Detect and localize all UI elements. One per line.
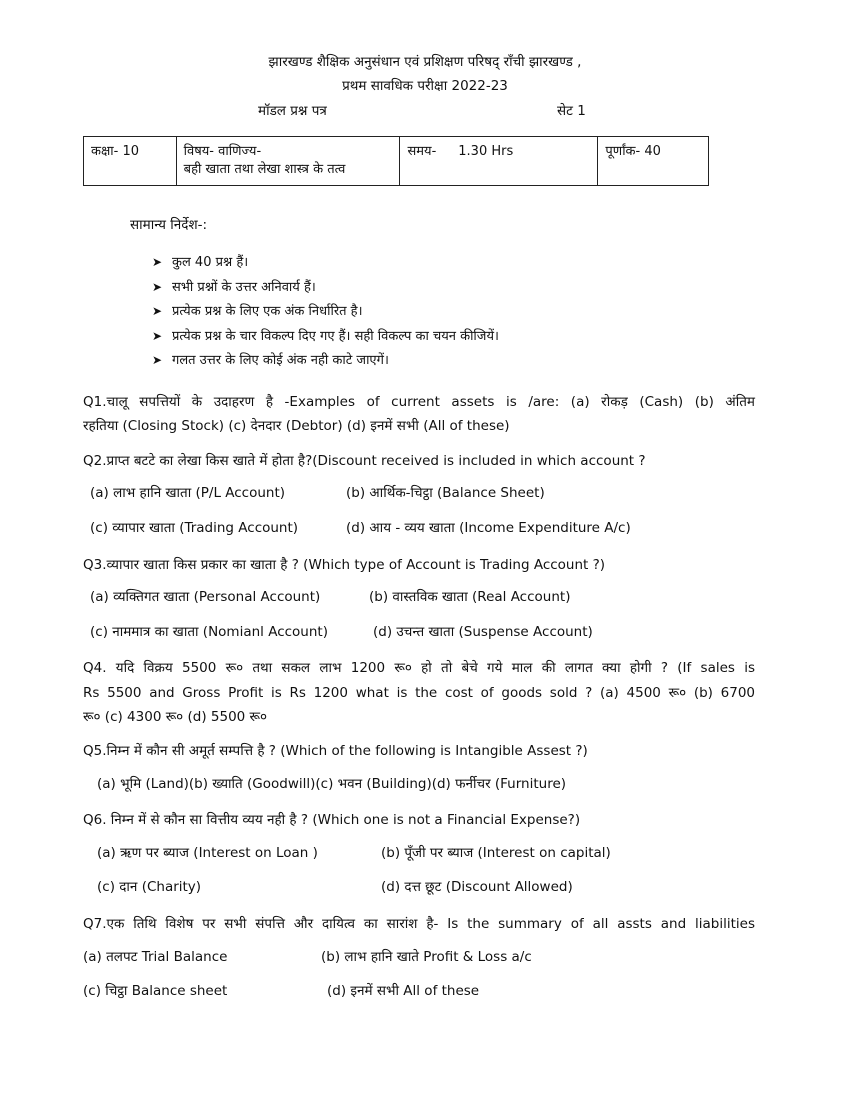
subject-name: बही खाता तथा लेखा शास्त्र के तत्व [183,162,346,177]
class-cell [84,137,177,186]
q3-option-b: (b) वास्तविक खाता (Real Account) [369,589,571,605]
header-board-name: झारखण्ड शैक्षिक अनुसंधान एवं प्रशिक्षण परिषद् राँची झारखण्ड , [268,54,582,70]
q7-option-a: (a) तलपट Trial Balance [83,949,228,965]
q6-option-d: (d) दत्त छूट (Discount Allowed) [381,879,573,895]
q7-option-b: (b) लाभ हानि खाते Profit & Loss a/c [321,949,532,965]
q3-option-a: (a) व्यक्तिगत खाता (Personal Account) [90,589,321,605]
q7-option-d: (d) इनमें सभी All of these [327,983,480,999]
time-label: समय- [407,144,437,159]
q7-option-c: (c) चिट्ठा Balance sheet [83,983,228,999]
time-value: 1.30 Hrs [458,144,514,159]
question-1-line-2: रहतिया (Closing Stock) (c) देनदार (Debtor) (d) इनमें सभी (All of these) [83,418,510,434]
arrow-bullet-icon: ➤ [152,255,163,269]
header-exam-name: प्रथम सावधिक परीक्षा 2022-23 [342,78,508,94]
subject-label: विषय- वाणिज्य- [183,144,262,159]
arrow-bullet-icon: ➤ [152,328,163,343]
question-5: Q5.निम्न में कौन सी अमूर्त सम्पत्ति है ? (Which of the following is Intangible Assest ?) [83,743,588,759]
arrow-bullet-icon: ➤ [152,304,163,318]
q2-option-c: (c) व्यापार खाता (Trading Account) [90,520,299,536]
exam-info-table [83,136,709,186]
q6-option-a: (a) ऋण पर ब्याज (Interest on Loan ) [97,845,318,861]
model-paper-label: मॉडल प्रश्न पत्र [258,103,327,119]
q6-option-b: (b) पूँजी पर ब्याज (Interest on capital) [381,845,611,861]
q3-option-d: (d) उचन्त खाता (Suspense Account) [373,624,593,640]
instructions-list [152,250,499,373]
instruction-item: ➤ प्रत्येक प्रश्न के लिए एक अंक निर्धारित है। [152,299,499,324]
question-5-options: (a) भूमि (Land)(b) ख्याति (Goodwill)(c) भवन (Building)(d) फर्नीचर (Furniture) [97,776,567,792]
question-4-line-1: Q4. यदि विक्रय 5500 रू० तथा सकल लाभ 1200 रू० हो तो बेचे गये माल की लागत क्या होगी ? (If sales is [83,660,755,676]
instruction-item: ➤ प्रत्येक प्रश्न के चार विकल्प दिए गए हैं। सही विकल्प का चयन कीजियें। [152,324,499,349]
class-label: कक्षा- 10 [91,144,140,159]
question-1-line-1: Q1.चालू सपत्तियों के उदाहरण है -Examples of current assets is /are: (a) रोकड़ (Cash) (b) अंतिम [83,394,755,410]
q3-option-c: (c) नाममात्र का खाता (Nomianl Account) [90,624,328,640]
subject-cell [176,137,400,186]
question-2: Q2.प्राप्त बटटे का लेखा किस खाते में होता है?(Discount received is included in which account ? [83,453,646,469]
general-instructions-title: सामान्य निर्देश-: [130,217,208,233]
question-4-line-2: Rs 5500 and Gross Profit is Rs 1200 what is the cost of goods sold ? (a) 4500 रू० (b) 6700 [83,685,755,701]
instruction-item: ➤ सभी प्रश्नों के उत्तर अनिवार्य हैं। [152,275,499,300]
arrow-bullet-icon: ➤ [152,353,163,367]
set-label: सेट 1 [557,103,586,119]
question-7: Q7.एक तिथि विशेष पर सभी संपत्ति और दायित्व का सारांश है- Is the summary of all assts and liabilities [83,916,755,932]
q2-option-a: (a) लाभ हानि खाता (P/L Account) [90,485,286,501]
time-cell [400,137,598,186]
instruction-item: ➤ कुल 40 प्रश्न हैं। [152,250,499,275]
question-4-line-3: रू० (c) 4300 रू० (d) 5500 रू० [83,709,268,725]
instruction-item: ➤ गलत उत्तर के लिए कोई अंक नही काटे जाएगें। [152,348,499,373]
q2-option-b: (b) आर्थिक-चिट्ठा (Balance Sheet) [346,485,545,501]
question-6: Q6. निम्न में से कौन सा वित्तीय व्यय नही है ? (Which one is not a Financial Expense?) [83,812,581,828]
question-3: Q3.व्यापार खाता किस प्रकार का खाता है ? (Which type of Account is Trading Account ?) [83,557,606,573]
q2-option-d: (d) आय - व्यय खाता (Income Expenditure A/c) [346,520,631,536]
arrow-bullet-icon: ➤ [152,279,163,294]
marks-cell [598,137,709,186]
full-marks: पूर्णांक- 40 [605,144,661,159]
q6-option-c: (c) दान (Charity) [97,879,202,895]
